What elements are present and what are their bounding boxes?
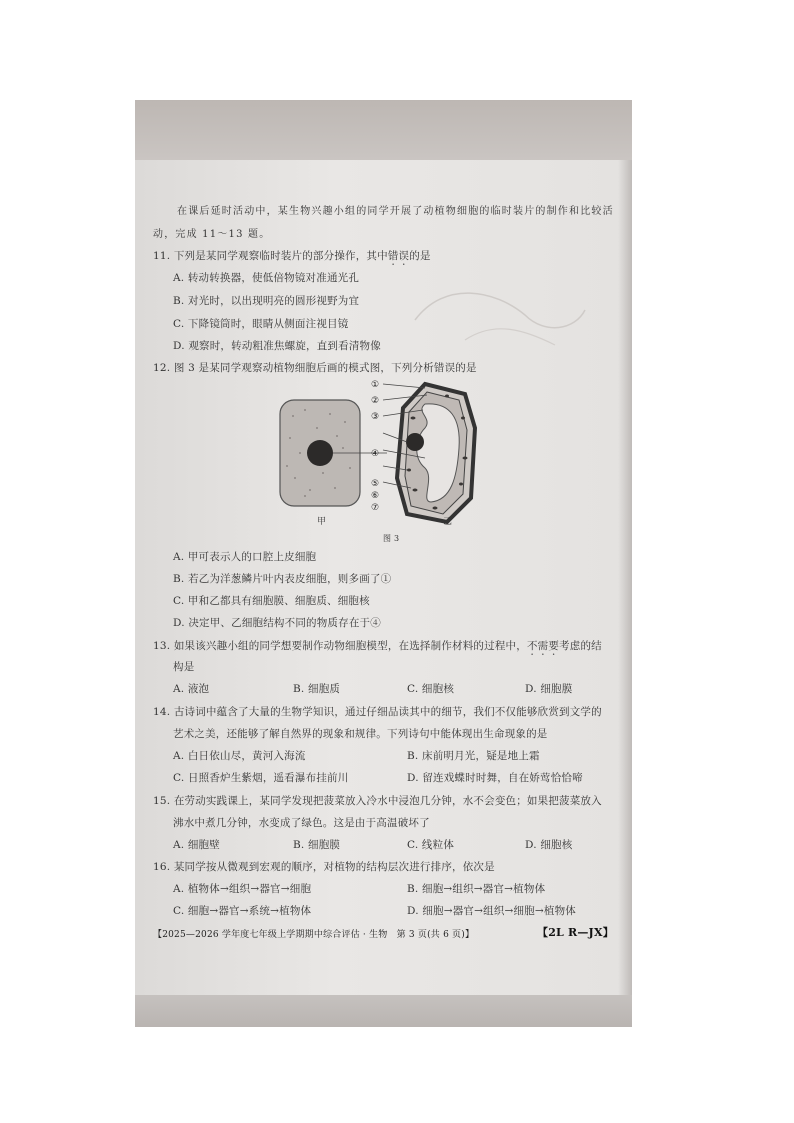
bleed-through-sketch (405, 260, 595, 355)
q12-option-b: B. 若乙为洋葱鳞片叶内表皮细胞，则多画了① (173, 573, 392, 585)
q11-stem-suffix: 的是 (409, 250, 431, 262)
plant-cell (383, 384, 475, 522)
intro-line-1: 在课后延时活动中，某生物兴趣小组的同学开展了动植物细胞的临时装片的制作和比较活 (177, 206, 614, 217)
marker-2: ② (371, 396, 380, 406)
q15-option-c: C. 线粒体 (407, 839, 455, 851)
q16-option-c: C. 细胞→器官→系统→植物体 (173, 905, 312, 917)
q13-stem-suffix: 考虑的结 (559, 640, 602, 652)
q11-stem-emphasis: 错误 (387, 250, 410, 262)
q11-stem-prefix: 11. 下列是某同学观察临时装片的部分操作，其中 (153, 250, 388, 262)
marker-3: ③ (371, 412, 380, 422)
q15-option-a: A. 细胞壁 (173, 839, 220, 851)
q14-option-b: B. 床前明月光，疑是地上霜 (407, 750, 540, 762)
q11-option-b: B. 对光时，以出现明亮的圆形视野为宜 (173, 295, 360, 307)
q15-stem-line-2: 沸水中煮几分钟，水变成了绿色。这是由于高温破坏了 (173, 817, 430, 829)
q12-stem: 12. 图 3 是某同学观察动植物细胞后画的模式图，下列分析错误的是 (153, 362, 477, 374)
q13-option-d: D. 细胞膜 (525, 683, 573, 695)
q13-stem-line-2: 构是 (173, 661, 195, 673)
q14-stem-line-2: 艺术之美，还能够了解自然界的现象和规律。下列诗句中能体现出生命现象的是 (173, 728, 548, 740)
paper-code: 【2L R—JX】 (537, 926, 614, 939)
marker-6: ⑥ (371, 491, 380, 501)
marker-5: ⑤ (371, 479, 380, 489)
q12-option-d: D. 决定甲、乙细胞结构不同的物质存在于④ (173, 617, 381, 629)
q11-option-c: C. 下降镜筒时，眼睛从侧面注视目镜 (173, 318, 349, 330)
figure-label-yi: 乙 (443, 517, 453, 527)
q11-stem (153, 249, 431, 268)
q11-option-a: A. 转动转换器，使低倍物镜对准通光孔 (173, 272, 360, 284)
figure-caption: 图 3 (383, 534, 400, 543)
q14-option-d: D. 留连戏蝶时时舞，自在娇莺恰恰啼 (407, 772, 583, 784)
q15-stem-line-1: 15. 在劳动实践课上，某同学发现把菠菜放入冷水中浸泡几分钟，水不会变色；如果把菠菜放入 (153, 795, 602, 807)
intro-line-2: 动，完成 11～13 题。 (153, 229, 271, 240)
marker-1: ① (371, 380, 380, 390)
marker-7: ⑦ (371, 503, 380, 513)
q13-stem-line-1 (153, 639, 602, 658)
q15-option-b: B. 细胞膜 (293, 839, 341, 851)
page-shadow (618, 160, 632, 995)
q12-option-c: C. 甲和乙都具有细胞膜、细胞质、细胞核 (173, 595, 370, 607)
q16-option-a: A. 植物体→组织→器官→细胞 (173, 883, 312, 895)
q14-stem-line-1: 14. 古诗词中蕴含了大量的生物学知识，通过仔细品读其中的细节，我们不仅能够欣赏到文学的 (153, 706, 602, 718)
page-footer: 【2025—2026 学年度七年级上学期期中综合评估 · 生物 第 3 页(共 6 页)】 (153, 930, 475, 940)
q16-option-d: D. 细胞→器官→组织→细胞→植物体 (407, 905, 577, 917)
q16-option-b: B. 细胞→组织→器官→植物体 (407, 883, 546, 895)
q13-option-c: C. 细胞核 (407, 683, 455, 695)
q13-stem-emphasis: 不需要 (526, 640, 560, 652)
figure-label-jia: 甲 (317, 517, 327, 527)
q11-option-d: D. 观察时，转动粗准焦螺旋，直到看清物像 (173, 340, 381, 352)
document-photo (135, 100, 632, 1027)
q15-option-d: D. 细胞核 (525, 839, 573, 851)
q14-option-a: A. 白日依山尽，黄河入海流 (173, 750, 306, 762)
q12-option-a: A. 甲可表示人的口腔上皮细胞 (173, 551, 317, 563)
q16-stem: 16. 某同学按从微观到宏观的顺序，对植物的结构层次进行排序，依次是 (153, 861, 495, 873)
marker-4: ④ (371, 449, 380, 459)
q13-stem-prefix: 13. 如果该兴趣小组的同学想要制作动物细胞模型，在选择制作材料的过程中， (153, 640, 527, 652)
q13-option-b: B. 细胞质 (293, 683, 341, 695)
q14-option-c: C. 日照香炉生紫烟，遥看瀑布挂前川 (173, 772, 349, 784)
figure-3-cell-diagram (275, 378, 505, 533)
q13-option-a: A. 液泡 (173, 683, 210, 695)
exam-sheet (135, 160, 632, 995)
